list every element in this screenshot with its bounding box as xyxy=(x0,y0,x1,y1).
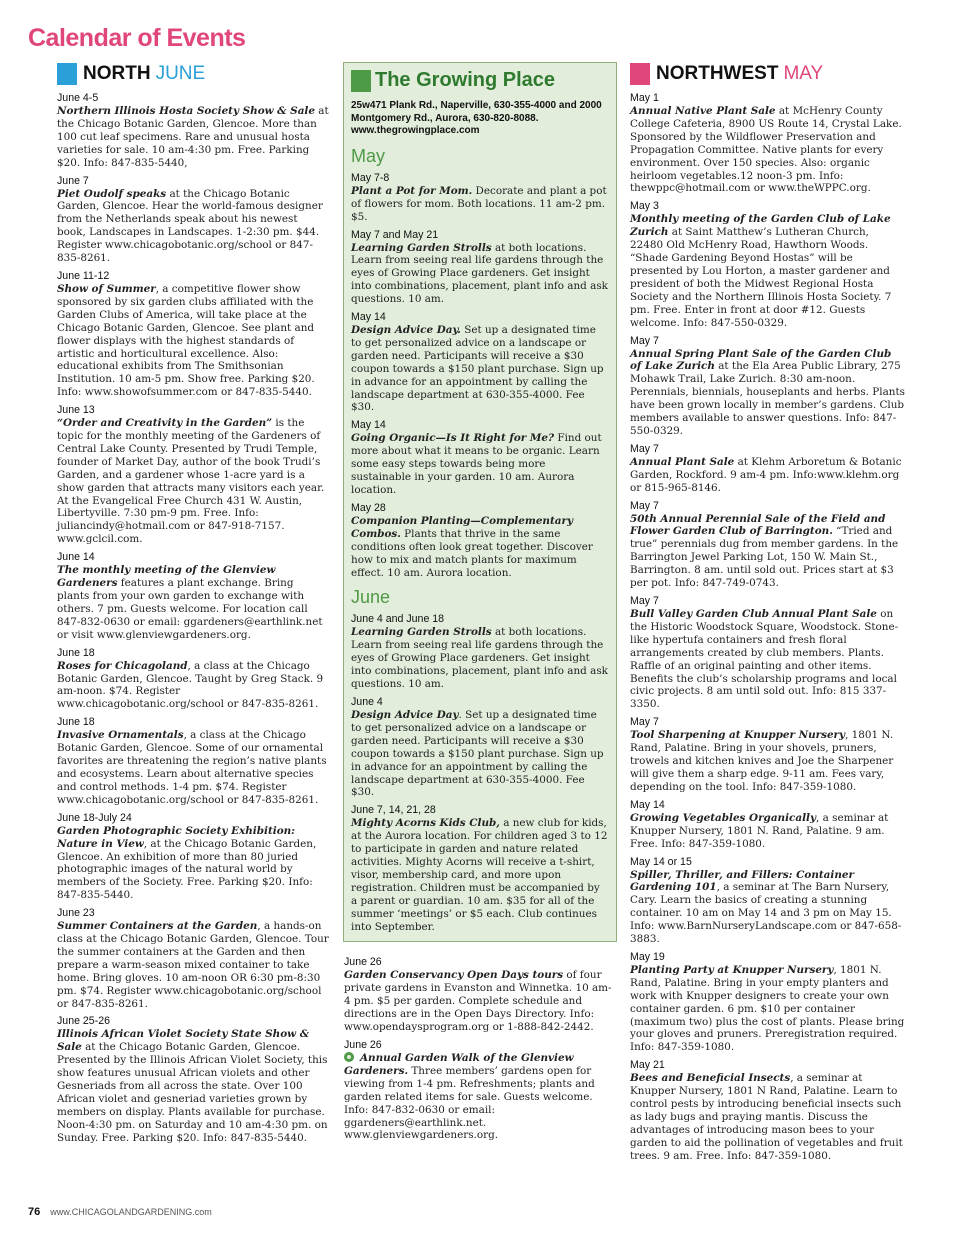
growing-place-box xyxy=(343,62,617,942)
event-description xyxy=(630,608,905,711)
event-date: May 14 xyxy=(351,311,386,324)
event-date: May 7 xyxy=(630,595,659,607)
event-description xyxy=(630,513,905,590)
month-event-list xyxy=(351,613,608,933)
event-body: a new club for kids, at the Aurora location. For children aged 3 to 12 to participate in garden and nature related activities. Mighty Acorns will receive a t-shirt, visor, membership card, and more upon registration. Children must be accompanied by a parent or guardian. 10 am. $35 for all of the summer ‘meetings’ or $5 each. Club continues into September. xyxy=(351,817,608,933)
event-date: June 23 xyxy=(57,907,95,920)
event-description xyxy=(57,920,329,1010)
event-date: June 4 and June 18 xyxy=(351,613,445,626)
event-title: Going Organic—Is It Right for Me? xyxy=(351,432,555,445)
event-date: May 14 xyxy=(351,419,386,432)
event-description xyxy=(344,1052,617,1142)
event-date: June 18-July 24 xyxy=(57,811,132,824)
event-title: Growing Vegetables Organically xyxy=(630,811,817,824)
page-footer xyxy=(28,1206,212,1218)
event-description xyxy=(57,105,329,170)
event-body: Set up a designated time to get personalized advice on a landscape or garden need. Participants will receive a $30 coupon towards a $150 plant purchase. Sign up in advance for an appointment by calling the landscape department at 630-355-4000. Fee $30. xyxy=(351,324,604,414)
event-description xyxy=(351,626,608,691)
event-title: Annual Spring Plant Sale of the Garden Club of Lake Zurich xyxy=(630,347,892,373)
event-description xyxy=(351,817,608,933)
event-body: , a seminar at Knupper Nursery, 1801 N. Rand, Palatine. 9 am. Free. Info: 847-359-1080. xyxy=(630,811,889,850)
event-body: , a seminar at The Barn Nursery, Cary. Learn the basics of creating a stunning container. 10 am on May 14 and 3 pm on May 15. Info: www.BarnNurseryLandscape.com or 847-658-3883. xyxy=(630,881,902,946)
event-date: May 14 xyxy=(630,798,665,811)
north-region-month: JUNE xyxy=(155,63,206,84)
event-body: Find out more about what it means to be organic. Learn some easy steps towards being more sustainable in your garden. 10 am. Aurora location. xyxy=(351,432,602,496)
event-body: , a class at the Chicago Botanic Garden, Glencoe. Taught by Greg Stack. 9 am-noon. $74. Register www.chicagobotanic.org/school or 847-835-8261. xyxy=(57,659,324,711)
event-description xyxy=(630,964,905,1054)
event-description xyxy=(57,825,329,902)
event-date: June 26 xyxy=(344,1039,382,1051)
page-title: Calendar of Events xyxy=(28,24,246,52)
event-body: Decorate and plant a pot of flowers for mom. Both locations. 11 am-2 pm. $5. xyxy=(351,184,607,223)
flower-icon xyxy=(344,1052,354,1062)
event-date: May 19 xyxy=(630,950,665,963)
event-title: Garden Conservancy Open Days tours xyxy=(344,969,564,982)
northwest-header xyxy=(630,62,905,86)
event-date: May 3 xyxy=(630,200,659,213)
event-date: June 4-5 xyxy=(57,92,99,104)
event-body: “Tried and true” perennials dug from member gardens. In the Barrington Jewel Parking Lot, 150 W. Main St., Barrington. 8 am. until sold out. Prices start at $3 per pot. Info: 847-749-0743. xyxy=(630,525,899,590)
north-column xyxy=(57,62,329,1145)
event-description xyxy=(630,348,905,438)
event-title: Northern Illinois Hosta Society Show & Sale xyxy=(57,105,315,117)
event-body: , a seminar at Knupper Nursery, 1801 N Rand, Palatine. Learn to control pests by introducing beneficial insects such as lady bugs and praying mantis. Discuss the advantages of introducing mason bees to your garden to aid the pollination of vegetables and fruit trees. 9 am. Free. Info: 847-359-1080. xyxy=(630,1072,903,1162)
event-title: Spiller, Thriller, and Fillers: Container Gardening 101 xyxy=(630,868,854,894)
event-description xyxy=(57,1028,329,1144)
event-body: Three members’ gardens open for viewing from 1-4 pm. Refreshments; plants and garden related items for sale. Guests welcome. Info: 847-832-0630 or email: ggardeners@earthlink.net. www.glenviewgardeners.org. xyxy=(344,1064,595,1142)
growing-place-name: The Growing Place xyxy=(375,69,556,91)
northwest-event-list xyxy=(630,92,905,1163)
event-title: Illinois African Violet Society State Show & Sale xyxy=(57,1028,310,1054)
event-body: , a competitive flower show sponsored by six garden clubs affiliated with the Garden Clubs of America, will take place at the Chicago Botanic Garden, Glencoe. See plant and flower displays with the highest standards of artistic and horticultural excellence. Also: educational exhibits from The Smithsonian Institution. 10 am-5 pm. Show free. Parking $20. Info: www.showofsummer.com or 847-835-5440. xyxy=(57,282,315,399)
month-heading: May xyxy=(351,145,386,166)
event-body: of four private gardens in Evanston and Winnetka. 10 am-4 pm. $5 per garden. Complete schedule and directions are in the Open Days Directory. Info: www.opendaysprogram.org or 1-888-842-2442. xyxy=(344,969,612,1034)
event-body: at the Ela Area Public Library, 275 Mohawk Trail, Lake Zurich. 8:30 am-noon. Perennials, biennials, houseplants and herbs. Plants have been grown locally in member’s gardens. Club members available to answer questions. Info: 847-550-0329. xyxy=(630,360,905,437)
event-body: on the Historic Woodstock Square, Woodstock. Stone-like hypertufa containers and fresh floral arrangements created by club members. Plants. Raffle of an original painting and other items. Benefits the club’s scholarship programs and local civic projects. 8 am until sold out. Info: 815 337-3350. xyxy=(630,608,899,711)
month-heading: June xyxy=(351,587,391,608)
event-body: at the Chicago Botanic Garden, Glencoe. Presented by the Illinois African Violet Society, this show features unusual African violets and other Gesneriads from all across the state. Over 100 African violet and gesneriad varieties grown by members on display. Plants available for purchase. Noon-4:30 pm. on Saturday and 10 am-4:30 pm. on Sunday. Free. Parking $20. Info: 847-835-5440. xyxy=(57,1041,328,1144)
event-description xyxy=(57,729,329,806)
event-description xyxy=(630,105,905,195)
event-title: Annual Native Plant Sale xyxy=(630,105,776,117)
event-title: Show of Summer xyxy=(57,282,156,295)
north-color-box xyxy=(57,63,77,85)
event-description xyxy=(351,515,608,580)
event-date: June 7, 14, 21, 28 xyxy=(351,804,436,817)
footer-url: www.CHICAGOLANDGARDENING.com xyxy=(50,1207,212,1217)
event-body: at McHenry County College Cafeteria, 8900 US Route 14, Crystal Lake. Sponsored by the Wildflower Preservation and Propagation Committee. Native plants for every environment. Over 150 species. Also: organic heirloom vegetables.12 noon-3 pm. Info: thewppc@hotmail.com or www.theWPPC.org. xyxy=(630,105,902,195)
event-date: May 7 xyxy=(630,334,659,347)
event-description xyxy=(344,969,617,1034)
event-title: Learning Garden Strolls xyxy=(351,241,492,254)
event-title: Mighty Acorns Kids Club, xyxy=(351,817,500,830)
middle-extra-events xyxy=(343,956,617,1142)
event-title: Annual Garden Walk of the Glenview Gardeners. xyxy=(344,1052,574,1077)
event-description xyxy=(351,432,608,497)
northwest-region-month: MAY xyxy=(783,63,824,84)
event-date: June 18 xyxy=(57,716,95,729)
event-date: June 13 xyxy=(57,404,95,417)
event-body: , a hands-on class at the Chicago Botanic Garden, Glencoe. Tour the summer containers at the Garden and then prepare a warm-season mixed container to take home. Bring gloves. 10 am-noon OR 6:30 pm-8:30 pm. $74. Register www.chicagobotanic.org/school or 847-835-8261. xyxy=(57,920,329,1010)
event-body: , 1801 N. Rand, Palatine. Bring in your empty planters and work with Knupper designers to create your own container garden. 6 pm. $10 per container (maximum two) plus the cost of plants. Please bring your gloves and pruners. Preregistration required. Info: 847-359-1080. xyxy=(630,963,905,1054)
event-title: Design Advice Day. xyxy=(351,324,461,337)
event-date: May 7 xyxy=(630,442,659,455)
growing-place-color-box xyxy=(351,70,371,92)
event-title: 50th Annual Perennial Sale of the Field and Flower Garden Club of Barrington. xyxy=(630,512,886,538)
event-title: “Order and Creativity in the Garden” xyxy=(57,417,273,430)
event-body: at the Chicago Botanic Garden, Glencoe. More than 100 cut leaf specimens. Rare and unusual hosta varieties for sale. 10 am-4:30 pm. Free. Parking $20. Info: 847-835-5440, xyxy=(57,105,329,169)
event-body: . Set up a designated time to get personalized advice on a landscape or garden need. Participants will receive a $30 coupon towards a $150 plant purchase. Sign up in advance for an appointment by calling the landscape department at 630-355-4000. Fee $30. xyxy=(351,708,604,799)
event-title: Roses for Chicagoland xyxy=(57,659,188,672)
growing-place-header xyxy=(351,69,608,92)
event-date: June 26 xyxy=(344,956,382,969)
event-title: Bull Valley Garden Club Annual Plant Sale xyxy=(630,608,877,620)
event-title: Plant a Pot for Mom. xyxy=(351,184,473,197)
event-date: June 14 xyxy=(57,551,95,564)
event-body: at Saint Matthew’s Lutheran Church, 22480 Old McHenry Road, Hawthorn Woods. “Shade Gardening Beyond Hostas” will be presented by Lou Horton, a master gardener and president of both the Midwest Regional Hosta Society and the Northern Illinois Hosta Society. 7 pm. Free. Enter in front at door #12. Guests welcome. Info: 847-550-0329. xyxy=(630,226,892,329)
event-description xyxy=(57,188,329,265)
event-title: Learning Garden Strolls xyxy=(351,626,492,639)
event-description xyxy=(630,812,905,851)
event-description xyxy=(351,324,608,414)
event-date: May 21 xyxy=(630,1059,665,1072)
event-date: June 18 xyxy=(57,646,95,659)
northwest-region-name: NORTHWEST xyxy=(656,63,779,84)
event-description xyxy=(630,213,905,329)
event-body: at the Chicago Botanic Garden, Glencoe. Hear the world-famous designer from the Netherlands speak about his newest book, Landscapes in Landscapes. 1-2:30 pm. $44. Register www.chicagobotanic.org/school or 847-835-8261. xyxy=(57,187,323,265)
event-title: Summer Containers at the Garden xyxy=(57,920,258,933)
event-body: at Klehm Arboretum & Botanic Garden, Rockford. 9 am-4 pm. Info:www.klehm.org or 815-965-8146. xyxy=(630,455,902,494)
month-event-list xyxy=(351,172,608,580)
north-region-name: NORTH xyxy=(83,63,151,84)
event-body: , at the Chicago Botanic Garden, Glencoe. An exhibition of more than 80 juried photographic images of the natural world by members of the Society. Free. Parking $20. Info: 847-835-5440. xyxy=(57,837,317,902)
event-body: , 1801 N. Rand, Palatine. Bring in your shovels, pruners, trowels and kitchen knives and Joe the Sharpener will give them a sharp edge. 9-11 am. Fees vary, depending on the tool. Info: 847-359-1080. xyxy=(630,729,894,793)
event-description xyxy=(57,564,329,641)
event-body: Plants that thrive in the same conditions often look great together. Discover how to mix and match plants for maximum effect. 10 am. Aurora location. xyxy=(351,527,593,579)
event-description xyxy=(57,283,329,399)
event-date: May 7 and May 21 xyxy=(351,228,439,241)
event-title: Bees and Beneficial Insects xyxy=(630,1072,791,1085)
northwest-column xyxy=(630,62,905,1163)
north-event-list xyxy=(57,92,329,1145)
event-title: Tool Sharpening at Knupper Nursery xyxy=(630,729,846,742)
page-number: 76 xyxy=(28,1206,41,1218)
event-date: June 25-26 xyxy=(57,1015,111,1028)
event-date: May 7 xyxy=(630,716,659,729)
event-date: May 7 xyxy=(630,499,659,512)
event-description xyxy=(630,729,905,794)
event-title: Annual Plant Sale xyxy=(630,455,735,468)
event-title: Garden Photographic Society Exhibition: Nature in View xyxy=(57,824,296,850)
event-date: June 7 xyxy=(57,174,89,187)
event-date: June 11-12 xyxy=(57,269,110,282)
event-body: at both locations. Learn from seeing real life gardens through the eyes of Growing Place gardeners. Get insight into combinations, placement, plant info and ask questions. 10 am. xyxy=(351,241,608,306)
event-title: Companion Planting—Complementary Combos. xyxy=(351,514,574,540)
event-body: features a plant exchange. Bring plants from your own garden to exchange with others. 7 pm. Guests welcome. For location call 847-832-0630 or email: ggardeners@earthlink.net or visit www.glenviewgardeners.org. xyxy=(57,577,323,641)
event-body: is the topic for the monthly meeting of the Gardeners of Central Lake County. Presented by Trudi Temple, founder of Market Day, author of the book Trudi’s Garden, and a gardener whose 1-acre yard is a show garden that attracts many visitors each year. At the Evangelical Free Church 431 W. Austin, Libertyville. 7:30 pm-9 pm. Free. Info: juliancindy@hotmail.com or 847-918-7157. www.gclcil.com. xyxy=(57,417,325,546)
north-header xyxy=(57,62,329,86)
event-description xyxy=(351,185,608,224)
event-date: June 4 xyxy=(351,695,383,708)
event-date: May 1 xyxy=(630,92,659,104)
event-description xyxy=(630,1072,905,1162)
event-title: The monthly meeting of the Glenview Gardeners xyxy=(57,564,276,590)
event-date: May 7-8 xyxy=(351,171,390,184)
event-title: Invasive Ornamentals xyxy=(57,729,184,742)
event-date: May 28 xyxy=(351,501,386,514)
event-description xyxy=(57,417,329,546)
growing-place-address: 25w471 Plank Rd., Naperville, 630-355-4000 and 2000 Montgomery Rd., Aurora, 630-820-8088. www.thegrowingplace.com xyxy=(351,100,602,137)
event-body: , a class at the Chicago Botanic Garden, Glencoe. Some of our ornamental favorites are threatening the region’s native plants and ecosystems. Learn about alternative species and control methods. 1-4 pm. $74. Register www.chicagobotanic.org/school or 847-835-8261. xyxy=(57,729,327,806)
event-description xyxy=(351,242,608,307)
growing-place-months xyxy=(351,146,608,934)
event-description xyxy=(57,660,329,712)
event-title: Monthly meeting of the Garden Club of Lake Zurich xyxy=(630,213,891,239)
northwest-color-box xyxy=(630,63,650,85)
event-title: Piet Oudolf speaks xyxy=(57,187,167,200)
event-description xyxy=(630,869,905,946)
event-title: Design Advice Day xyxy=(351,708,459,721)
growing-place-column xyxy=(343,62,617,1142)
event-body: at both locations. Learn from seeing real life gardens through the eyes of Growing Place gardeners. Get insight into combinations, placement, plant info and ask questions. 10 am. xyxy=(351,626,608,691)
event-date: May 14 or 15 xyxy=(630,855,692,868)
event-description xyxy=(351,709,608,799)
event-description xyxy=(630,456,905,495)
event-title: Planting Party at Knupper Nursery xyxy=(630,963,834,976)
